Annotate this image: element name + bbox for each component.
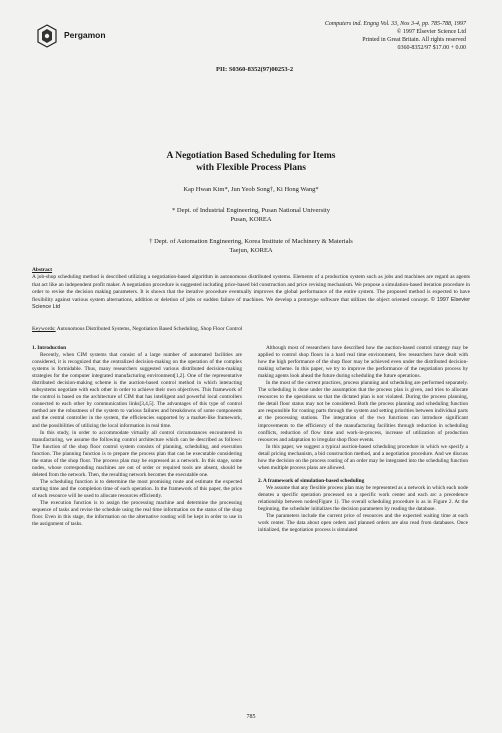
pergamon-logo-icon	[36, 24, 58, 48]
keywords-text: Autonomous Distributed Systems, Negotiation Based Scheduling, Shop Floor Control	[56, 326, 243, 332]
printed-line: Printed in Great Britain. All rights reserved	[362, 37, 466, 43]
body-paragraph: Although most of researchers have described how the auction-based control strategy may be applied to control shop floors in a hard real time environment, few researchers have dealt with how the high performance of the shop floor may be achieved even under the distributed decision-making scheme. In this paper, we try to improve the performance of the negotiation process by making agents look ahead the future during scheduling the future operations.	[258, 345, 468, 380]
affiliation	[0, 206, 502, 224]
page-number: 785	[246, 714, 256, 720]
journal-info	[325, 20, 466, 52]
body-paragraph: Recently, when CIM systems that consist of a large number of automated facilities are considered, it is recognized that the centralized decision-making on the operation of the complex systems is formidable. Thus, many researchers suggested various distributed decision-making strategies for the computer integrated manufacturing environment[1,2]. One of the representative distributed decision-making scheme is the auction-based control method in which interacting subsystems negotiate with each other in order to achieve their own objectives. This framework of the control is based on the architecture of CIM that has intelligent and powerful local controllers connected to each other by communication links[3,4,5]. The advantages of this type of control method are the robustness of the system to various failures and breakdowns of some components and the central controller in the system, the efficiencies supported by a market-like framework, and the possibilities of utilizing the local information in real time.	[32, 352, 242, 429]
price-line: 0360-8352/97 $17.00 + 0.00	[397, 45, 466, 51]
right-column	[258, 345, 468, 534]
section-heading: 2. A framework of simulation-based scheduling	[258, 477, 365, 484]
body-paragraph: The execution function is to assign the processing machine and determine the processing sequence of tasks and revise the schedule using the real time information on the status of the shop floor. Even in this stage, the information on the alternative routing will be kept in order to use in the assignment of tasks.	[32, 500, 242, 528]
journal-line: Computers ind. Engng Vol. 33, Nos 3-4, pp. 785-788, 1997	[324, 21, 466, 27]
copyright-line: © 1997 Elsevier Science Ltd	[396, 29, 466, 35]
body-paragraph: We assume that any flexible process plan may be represented as a network in which each node denotes a specific operation processed on a specific work center and each arc a precedence relationship between nodes(Figure 1). The overall scheduling procedure is as in Figure 2. At the beginning, the scheduler initializes the decision parameters by reading the database.	[258, 484, 468, 513]
keywords-heading: Keywords:	[32, 326, 56, 332]
affiliation-line: Taejun, KOREA	[229, 247, 273, 254]
affiliation-line: * Dept. of Industrial Engineering, Pusan National University	[172, 207, 330, 214]
body-paragraph: In this paper, we suggest a typical auction-based scheduling procedure in which we specify a detail pricing mechanism, a bid construction method, and a negotiation procedure. And we discuss how the decision on the process routing of an order may be integrated into the scheduling function when multiple process plans are allowed.	[258, 443, 468, 471]
paper-title	[0, 150, 502, 174]
title-line: with Flexible Process Plans	[196, 163, 306, 173]
affiliation	[0, 237, 502, 255]
publisher-name: Pergamon	[64, 30, 106, 40]
affiliation-line: Pusan, KOREA	[230, 216, 272, 223]
pii-code: PII: S0360-8352(97)00253-2	[216, 66, 294, 73]
abstract-body: A job-shop scheduling method is described utilizing a negotiation-based algorithm in autonomous distributed systems. Elements of a production system such as jobs and machines are regard as agents that act like an independent profit maker. A negotiation procedure is suggested including price-based bid construction and price revising mechanism. We propose a simulation-based iteration procedure in order to revise the decision making parameters. It is shown that the iterative procedure eventually improves the global performance of the entire system. The proposed method is expected to have flexibility against various system alternations, addition or deletion of jobs or sudden failure of machines. We develop a prototype software that utilizes the object oriented concept.	[32, 274, 470, 303]
affiliation-line: † Dept. of Automation Engineering, Korea Institute of Machinery & Materials	[149, 238, 353, 245]
abstract	[32, 267, 470, 311]
keywords	[32, 326, 470, 332]
abstract-copyright: © 1997 Elsevier Science Ltd	[32, 296, 470, 311]
body-paragraph: In this study, in order to accommodate virtually all control circumstances encountered in manufacturing, we assume the following control architecture which can be described as follows: The function of the shop floor control system consists of planning, scheduling, and execution function. The planning function is to prepare the process plan that can be executable considering the status of the shop floor. The process plan may be expressed as a network. In this stage, some nodes, whose corresponding machines are out of order or required tools are absent, should be deleted from the network. Then, the resulting network becomes the executable one.	[32, 429, 242, 478]
title-line: A Negotiation Based Scheduling for Items	[166, 151, 336, 161]
author-list: Kap Hwan Kim*, Jun Yeob Song†, Ki Hong Wang*	[183, 186, 319, 193]
abstract-heading: Abstract	[32, 267, 53, 273]
left-column	[32, 345, 242, 528]
section-heading: 1. Introduction	[32, 345, 67, 351]
body-paragraph: The parameters include the current price of resources and the expected waiting time at each work center. The data about open orders and planned orders are also read from databases. Once initialized, the negotiation process is simulated	[258, 513, 468, 534]
body-paragraph: The scheduling function is to determine the most promising route and estimate the expected starting time and the completion time of each operation. In the framework of this paper, the price of each resource will be used to allocate resources efficiently.	[32, 478, 242, 499]
body-paragraph: In the most of the current practices, process planning and scheduling are performed separately. The scheduling is done under the assumption that the process plan is given, and tries to allocate resources to the operations so that the dictated plan is not violated. During the process planning, the detail floor status may not be considered. Both the process planning and scheduling function are responsible for routing parts through the system and setting priorities between individual parts at the processing stations. The integration of the two functions can introduce significant improvements to the efficiency of the manufacturing facilities through reduction in scheduling conflicts, reduction of flow time and work-in-process, increase of utilization of production resources and adaptation to irregular shop floor events.	[258, 380, 468, 443]
